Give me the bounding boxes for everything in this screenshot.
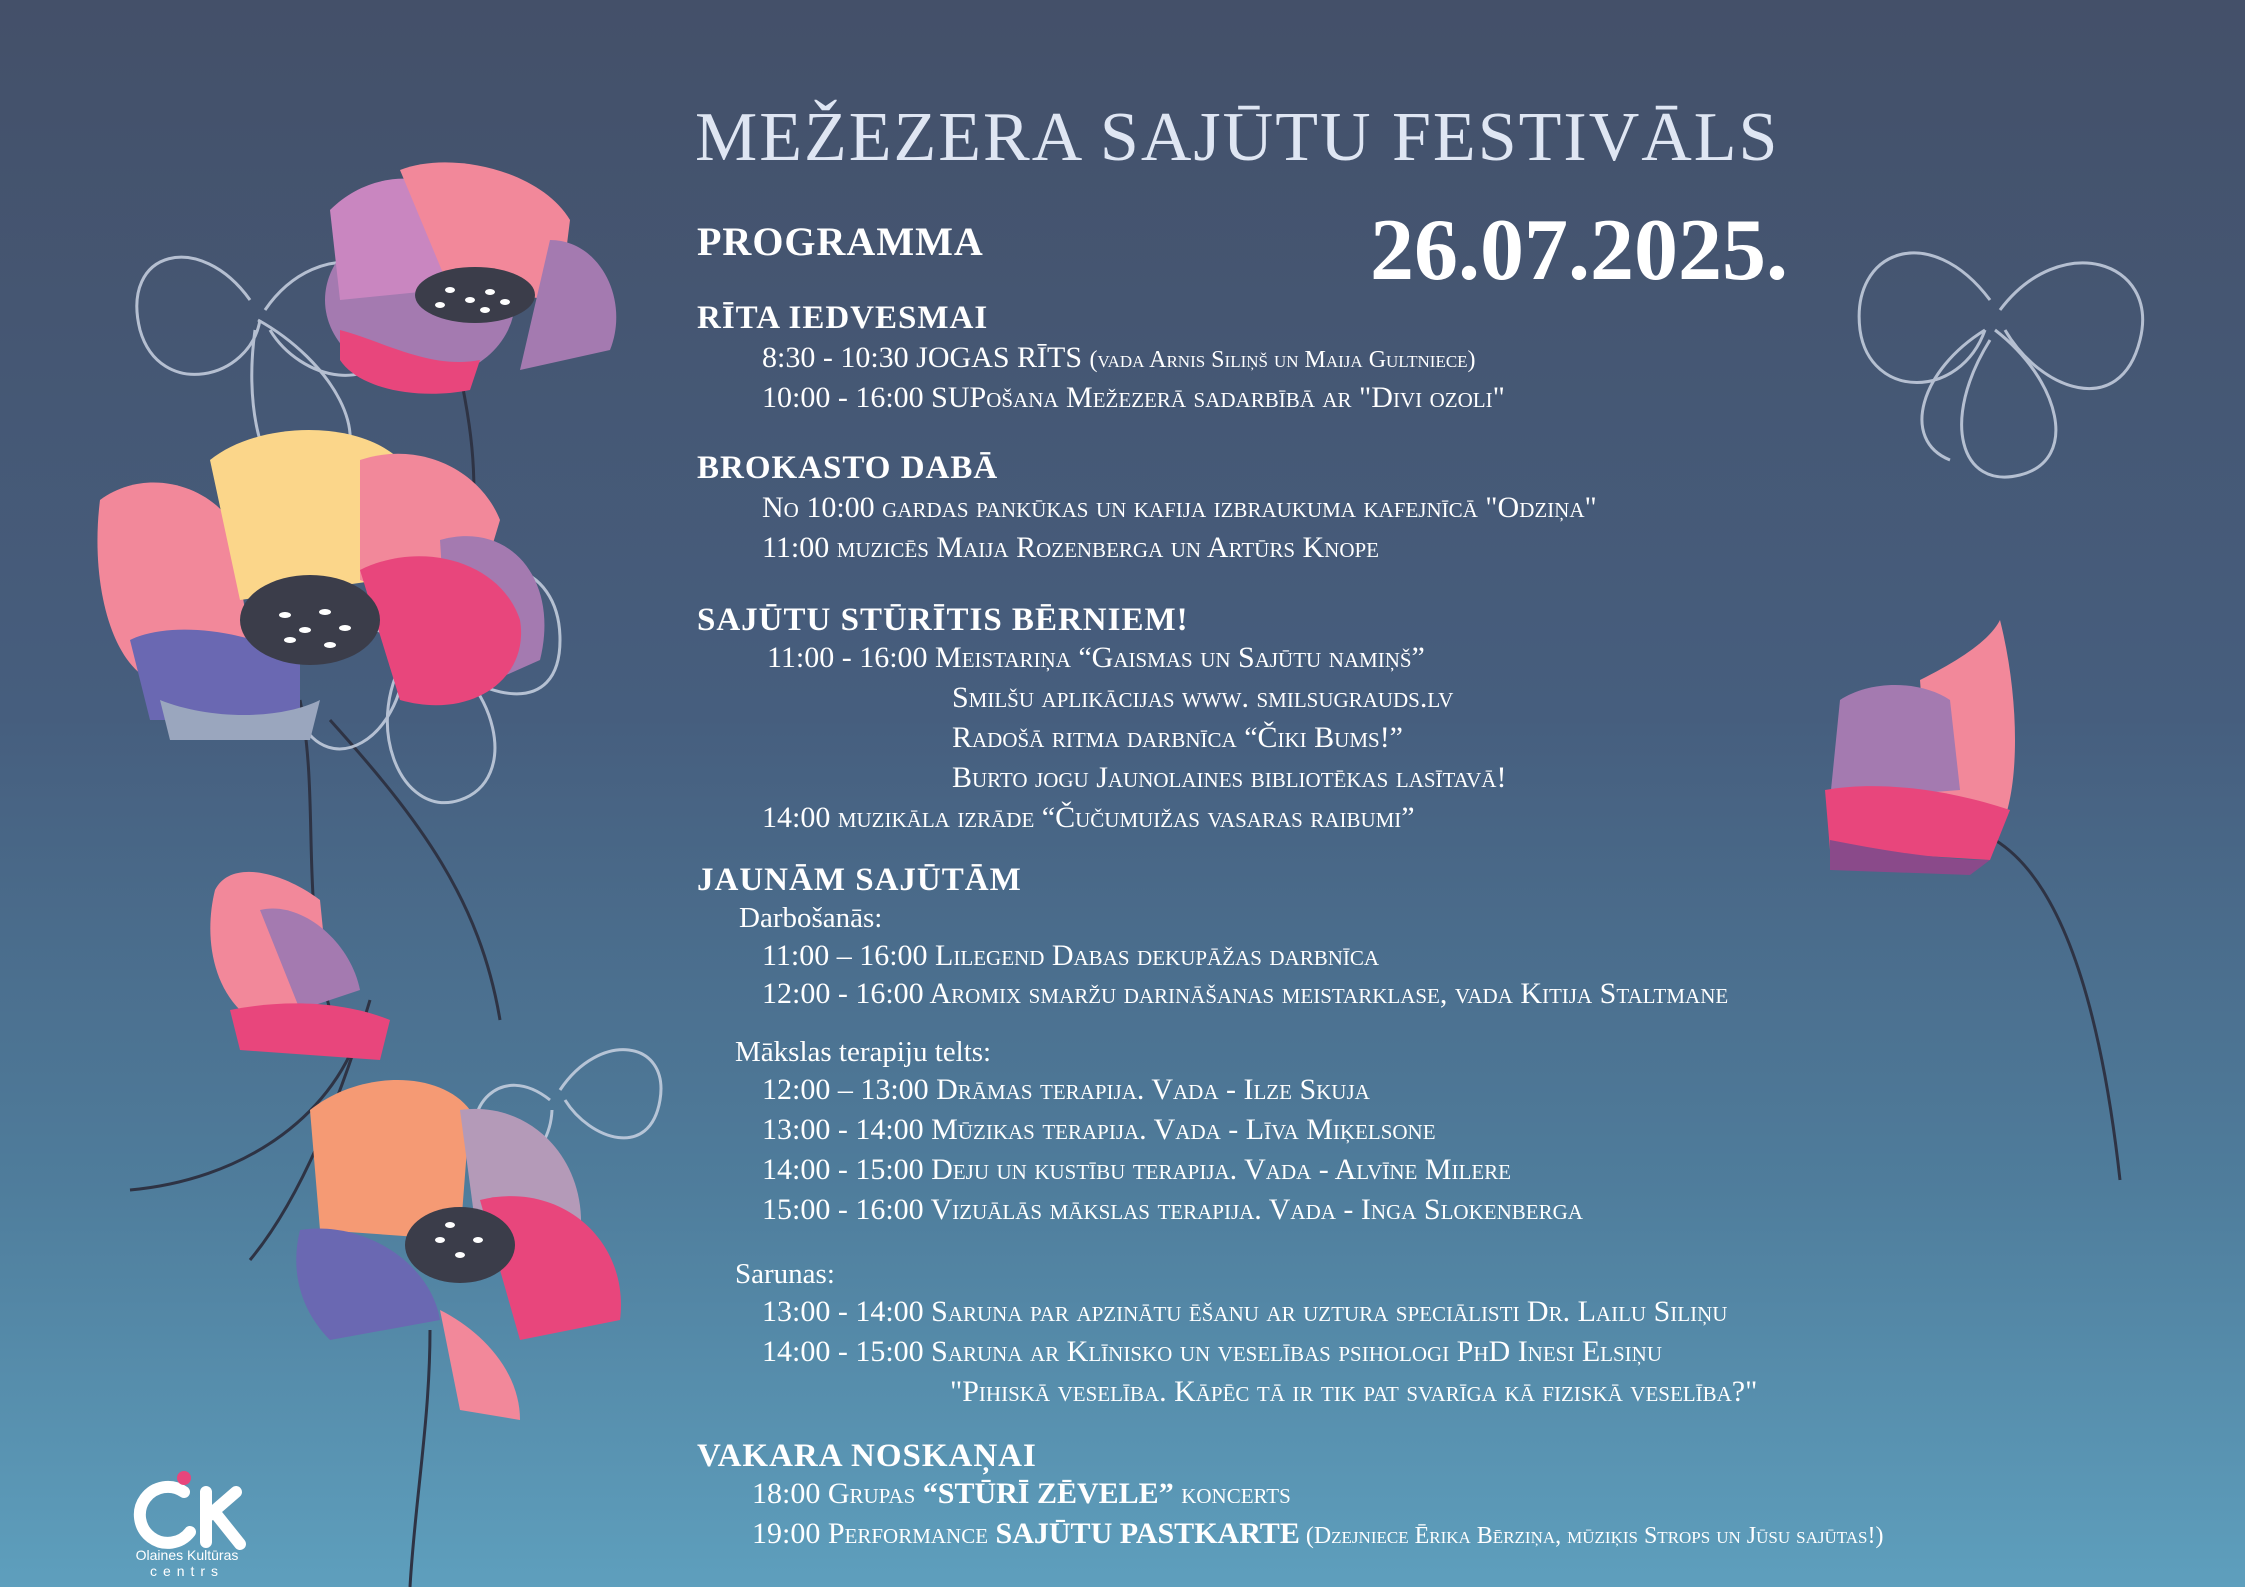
subsection-label: Sarunas: [735,1258,835,1290]
program-item: 14:00 - 15:00 Deju un kustību terapija. Vada - Alvīne Milere [762,1153,1511,1186]
festival-date: 26.07.2025. [1370,202,1788,299]
program-item: 11:00 – 16:00 Lilegend Dabas dekupāžas darbnīca [762,939,1380,972]
program-item: "Pihiskā veselība. Kāpēc tā ir tik pat svarīga kā fiziskā veselība?" [950,1375,1758,1408]
program-item: No 10:00 gardas pankūkas un kafija izbraukuma kafejnīcā "Odziņa" [762,491,1597,524]
logo-caption: Olaines Kultūras centrs [135,1547,239,1579]
program-item: 14:00 muzikāla izrāde “Čučumuižas vasaras raibumi” [762,801,1415,834]
festival-title: MEŽEZERA SAJŪTU FESTIVĀLS [695,99,1780,176]
program-item: 15:00 - 16:00 Vizuālās mākslas terapija. Vada - Inga Slokenberga [762,1193,1583,1226]
section-heading-new-feelings: JAUNĀM SAJŪTĀM [697,862,1022,898]
program-heading: PROGRAMMA [697,219,984,264]
program-item: 11:00 muzicēs Maija Rozenberga un Artūrs Knope [762,531,1380,564]
section-heading-kids: SAJŪTU STŪRĪTIS BĒRNIEM! [697,602,1189,638]
program-item: 14:00 - 15:00 Saruna ar Klīnisko un veselības psihologi PhD Inesi Elsiņu [762,1335,1663,1368]
section-heading-breakfast: BROKASTO DABĀ [697,450,999,486]
subsection-label: Darbošanās: [739,902,883,934]
subsection-label: Mākslas terapiju telts: [735,1036,992,1068]
program-item: Smilšu aplikācijas www. smilsugrauds.lv [952,681,1454,714]
program-item: 8:30 - 10:30 JOGAS RĪTS (vada Arnis Siliņš un Maija Gultniece) [762,341,1476,374]
program-item: 13:00 - 14:00 Mūzikas terapija. Vada - Līva Miķelsone [762,1113,1436,1146]
program-item: 12:00 – 13:00 Drāmas terapija. Vada - Ilze Skuja [762,1073,1370,1106]
program-item: 12:00 - 16:00 Aromix smaržu darināšanas meistarklase, vada Kitija Staltmane [762,977,1729,1010]
program-item-note: (vada Arnis Siliņš un Maija Gultniece) [1089,347,1476,373]
program-item: Burto jogu Jaunolaines bibliotēkas lasītavā! [952,761,1507,794]
program-item: 10:00 - 16:00 SUPošana Mežezerā sadarbībā ar "Divi ozoli" [762,381,1505,414]
program-item: 13:00 - 14:00 Saruna par apzinātu ēšanu ar uztura speciālisti Dr. Lailu Siliņu [762,1295,1728,1328]
section-heading-evening: VAKARA NOSKAŅAI [697,1438,1037,1474]
program-item: 19:00 Performance SAJŪTU PASTKARTE (Dzejniece Ērika Bērziņa, mūziķis Strops un Jūsu sajūtas!) [752,1517,1884,1550]
program-item: 18:00 Grupas “STŪRĪ ZĒVELE” koncerts [752,1477,1291,1510]
program-item: 11:00 - 16:00 Meistariņa “Gaismas un Sajūtu namiņš” [767,641,1425,674]
section-heading-morning: RĪTA IEDVESMAI [697,300,989,336]
program-item: Radošā ritma darbnīca “Čiki Bums!” [952,721,1404,754]
